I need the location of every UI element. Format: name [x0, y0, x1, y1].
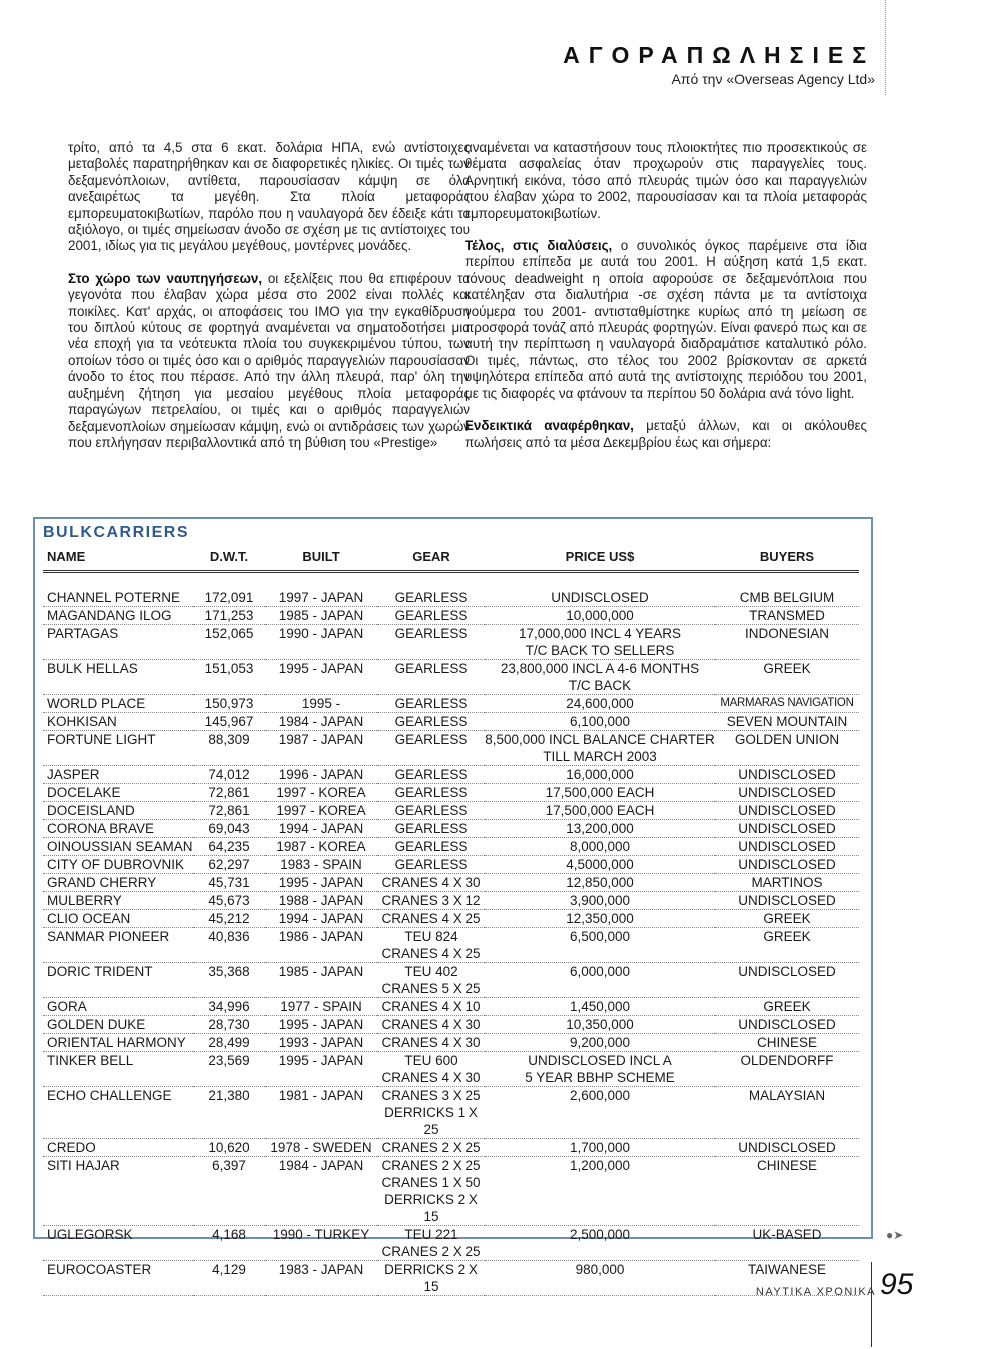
table-cell: KOHKISAN: [43, 713, 193, 731]
table-cell: 151,053: [193, 660, 265, 695]
table-row: [43, 910, 859, 928]
table-cell: UNDISCLOSED: [715, 820, 859, 838]
arrow-right-icon: ●➤: [886, 1228, 904, 1242]
magazine-name: ΝΑΥΤΙΚΑ ΧΡΟΝΙΚΑ: [755, 1286, 876, 1298]
table-cell: OINOUSSIAN SEAMAN: [43, 838, 193, 856]
table-cell: GEARLESS: [377, 766, 485, 784]
table-cell: 10,000,000: [485, 607, 715, 625]
table-row: [43, 1139, 859, 1157]
table-cell: 9,200,000: [485, 1034, 715, 1052]
table-cell: MALAYSIAN: [715, 1087, 859, 1139]
table-cell: 1995 - JAPAN: [265, 1016, 377, 1034]
table-cell: UGLEGORSK: [43, 1226, 193, 1261]
table-cell: 6,397: [193, 1157, 265, 1226]
table-cell: GREEK: [715, 910, 859, 928]
table-cell: 4,5000,000: [485, 856, 715, 874]
table-row: [43, 625, 859, 660]
table-cell: 1993 - JAPAN: [265, 1034, 377, 1052]
table-row: [43, 820, 859, 838]
table-cell: 172,091: [193, 572, 265, 607]
table-cell: TINKER BELL: [43, 1052, 193, 1087]
article-right-column: [465, 140, 867, 467]
table-cell: 145,967: [193, 713, 265, 731]
table-row: [43, 713, 859, 731]
table-cell: ECHO CHALLENGE: [43, 1087, 193, 1139]
table-cell: CHANNEL POTERNE: [43, 572, 193, 607]
table-cell: CRANES 2 X 25 CRANES 1 X 50 DERRICKS 2 X 15: [377, 1157, 485, 1226]
table-cell: GRAND CHERRY: [43, 874, 193, 892]
table-cell: CMB BELGIUM: [715, 572, 859, 607]
table-cell: GEARLESS: [377, 695, 485, 713]
column-header: GEAR: [377, 547, 485, 572]
table-cell: 1994 - JAPAN: [265, 820, 377, 838]
table-cell: 1,700,000: [485, 1139, 715, 1157]
table-cell: CORONA BRAVE: [43, 820, 193, 838]
table-cell: 2,500,000: [485, 1226, 715, 1261]
table-title: BULKCARRIERS: [43, 524, 189, 541]
table-cell: 45,673: [193, 892, 265, 910]
table-cell: 1981 - JAPAN: [265, 1087, 377, 1139]
table-cell: 1994 - JAPAN: [265, 910, 377, 928]
table-cell: 72,861: [193, 784, 265, 802]
table-cell: GEARLESS: [377, 856, 485, 874]
table-cell: 10,350,000: [485, 1016, 715, 1034]
paragraph: [465, 418, 867, 451]
table-cell: 17,500,000 EACH: [485, 802, 715, 820]
table-row: [43, 731, 859, 766]
table-cell: INDONESIAN: [715, 625, 859, 660]
table-cell: CREDO: [43, 1139, 193, 1157]
table-cell: TEU 824 CRANES 4 X 25: [377, 928, 485, 963]
table-cell: 1983 - JAPAN: [265, 1261, 377, 1296]
table-cell: 74,012: [193, 766, 265, 784]
sales-table: [43, 547, 859, 1296]
table-cell: 88,309: [193, 731, 265, 766]
table-cell: JASPER: [43, 766, 193, 784]
table-row: [43, 766, 859, 784]
table-cell: MARMARAS NAVIGATION: [715, 695, 859, 713]
table-row: [43, 1052, 859, 1087]
table-cell: 6,000,000: [485, 963, 715, 998]
table-cell: MULBERRY: [43, 892, 193, 910]
table-cell: CRANES 4 X 10: [377, 998, 485, 1016]
table-cell: UNDISCLOSED INCL A 5 YEAR BBHP SCHEME: [485, 1052, 715, 1087]
table-row: [43, 1261, 859, 1296]
table-row: [43, 998, 859, 1016]
table-body: [43, 572, 859, 1296]
table-cell: CRANES 4 X 30: [377, 1016, 485, 1034]
table-cell: GEARLESS: [377, 820, 485, 838]
table-cell: GEARLESS: [377, 784, 485, 802]
column-header: PRICE US$: [485, 547, 715, 572]
table-cell: UNDISCLOSED: [715, 802, 859, 820]
article-left-column: [68, 140, 470, 467]
table-cell: 1995 -: [265, 695, 377, 713]
table-cell: 17,000,000 INCL 4 YEARS T/C BACK TO SELLERS: [485, 625, 715, 660]
page-number: 95: [880, 1268, 914, 1301]
table-row: [43, 784, 859, 802]
table-cell: 1995 - JAPAN: [265, 660, 377, 695]
table-cell: UNDISCLOSED: [715, 1016, 859, 1034]
table-cell: UNDISCLOSED: [715, 838, 859, 856]
paragraph-text: οι εξελίξεις που θα επιφέρουν τα γεγονότα που έλαβαν χώρα μέσα στο 2002 είναι πολλές και ποικίλες. Κατ' αρχάς, οι αποφάσεις του IMO για την εγκαθίδρυση του διπλού κύτους σε φορτηγά αναμένεται να σηματοδοτήσει μια νέα εποχή για τα νεότευκτα πλοία του συγκεκριμένου τύπου, των οποίων τόσο οι τιμές όσο και ο αριθμός παραγγελιών παρουσίασαν άνοδο το έτος που πέρασε. Από την άλλη πλευρά, παρ' όλη την αυξημένη ζήτηση για μεσαίου μεγέθους πλοία μεταφοράς παραγώγων πετρελαίου, οι τιμές και ο αριθμός παραγγελιών δεξαμενοπλοίων σημείωσαν κάμψη, ενώ οι αντιδράσεις των χωρών που επλήγησαν περιβαλλοντικά από τη βύθιση του «Prestige»: [68, 270, 471, 450]
table-cell: GEARLESS: [377, 838, 485, 856]
table-cell: 16,000,000: [485, 766, 715, 784]
table-cell: 1988 - JAPAN: [265, 892, 377, 910]
paragraph: τρίτο, από τα 4,5 στα 6 εκατ. δολάρια ΗΠΑ, ενώ αντίστοιχες μεταβολές παρατηρήθηκαν και σε διαφορετικές ηλικίες. Οι τιμές των δεξαμενόπλοιων, αντίθετα, παρουσίασαν κάμψη σε όλα ανεξαιρέτως τα μεγέθη. Στα πλοία μεταφοράς εμπορευματοκιβωτίων, παρόλο που η ναυλαγορά δεν έδειξε κάτι το αξιόλογο, οι τιμές σημείωσαν άνοδο σε σχέση με τις αντίστοιχες του 2001, ιδίως για τις μεγάλου μεγέθους, μοντέρνες μονάδες.: [68, 140, 470, 254]
table-cell: ORIENTAL HARMONY: [43, 1034, 193, 1052]
table-cell: GOLDEN DUKE: [43, 1016, 193, 1034]
top-margin-rule: [885, 0, 886, 95]
table-cell: 45,731: [193, 874, 265, 892]
table-cell: GEARLESS: [377, 802, 485, 820]
table-cell: 6,100,000: [485, 713, 715, 731]
table-row: [43, 572, 859, 607]
table-row: [43, 1226, 859, 1261]
table-cell: 1996 - JAPAN: [265, 766, 377, 784]
table-cell: 171,253: [193, 607, 265, 625]
table-cell: 10,620: [193, 1139, 265, 1157]
table-cell: 1995 - JAPAN: [265, 874, 377, 892]
table-cell: DORIC TRIDENT: [43, 963, 193, 998]
table-cell: GREEK: [715, 660, 859, 695]
table-cell: DOCEISLAND: [43, 802, 193, 820]
table-row: [43, 607, 859, 625]
table-row: [43, 874, 859, 892]
table-cell: 21,380: [193, 1087, 265, 1139]
table-cell: 8,000,000: [485, 838, 715, 856]
paragraph-lead: Ενδεικτικά αναφέρθηκαν,: [465, 418, 634, 434]
table-cell: CHINESE: [715, 1157, 859, 1226]
table-row: [43, 1016, 859, 1034]
table-cell: CHINESE: [715, 1034, 859, 1052]
table-cell: 1986 - JAPAN: [265, 928, 377, 963]
table-cell: GEARLESS: [377, 713, 485, 731]
footer-rule: [871, 1262, 872, 1347]
paragraph-lead: Τέλος, στις διαλύσεις,: [465, 238, 613, 254]
table-cell: 40,836: [193, 928, 265, 963]
table-cell: 13,200,000: [485, 820, 715, 838]
table-cell: OLDENDORFF: [715, 1052, 859, 1087]
table-cell: 1990 - JAPAN: [265, 625, 377, 660]
table-row: [43, 1087, 859, 1139]
paragraph-lead: Στο χώρο των ναυπηγήσεων,: [68, 270, 263, 286]
table-cell: 3,900,000: [485, 892, 715, 910]
table-cell: 45,212: [193, 910, 265, 928]
table-cell: CLIO OCEAN: [43, 910, 193, 928]
table-cell: 28,730: [193, 1016, 265, 1034]
page-header: [563, 42, 875, 87]
paragraph-text: ο συνολικός όγκος παρέμεινε στα ίδια περίπου επίπεδα με αυτά του 2001. Η αύξηση κατά 1,5 εκατ. τόνους deadweight η οποία αφορούσε σε δεξαμενόπλοια που κατέληξαν στα διαλυτήρια -σε σχέση πάντα με τα αντίστοιχα νούμερα του 2001- αντισταθμίστηκε κυρίως από τη μείωση σε προσφορά τονάζ από πλευράς φορτηγών. Είναι φανερό πως και σε αυτή την περίπτωση η ναυλαγορά διαδραμάτισε καταλυτικό ρόλο. Οι τιμές, πάντως, στο τέλος του 2002 βρίσκονταν σε αρκετά υψηλότερα επίπεδα από αυτά της αντίστοιχης περιόδου του 2001, με τις διαφορές να φτάνουν τα περίπου 50 δολάρια ανά τόνο light.: [465, 238, 867, 401]
table-cell: 12,850,000: [485, 874, 715, 892]
table-cell: 1,200,000: [485, 1157, 715, 1226]
table-row: [43, 856, 859, 874]
table-cell: GEARLESS: [377, 607, 485, 625]
table-cell: 152,065: [193, 625, 265, 660]
table-cell: DERRICKS 2 X 15: [377, 1261, 485, 1296]
table-cell: 28,499: [193, 1034, 265, 1052]
table-cell: GORA: [43, 998, 193, 1016]
section-title: ΑΓΟΡΑΠΩΛΗΣΙΕΣ: [563, 42, 875, 68]
table-cell: 4,129: [193, 1261, 265, 1296]
table-cell: CRANES 4 X 30: [377, 1034, 485, 1052]
table-cell: 35,368: [193, 963, 265, 998]
table-cell: SANMAR PIONEER: [43, 928, 193, 963]
table-cell: FORTUNE LIGHT: [43, 731, 193, 766]
column-header: BUYERS: [715, 547, 859, 572]
section-subtitle: Από την «Overseas Agency Ltd»: [671, 71, 875, 87]
table-cell: 6,500,000: [485, 928, 715, 963]
table-cell: GEARLESS: [377, 731, 485, 766]
table-cell: UNDISCLOSED: [485, 572, 715, 607]
table-row: [43, 802, 859, 820]
column-header: BUILT: [265, 547, 377, 572]
table-cell: 1978 - SWEDEN: [265, 1139, 377, 1157]
table-cell: 1977 - SPAIN: [265, 998, 377, 1016]
table-cell: 1985 - JAPAN: [265, 963, 377, 998]
table-row: [43, 1034, 859, 1052]
table-cell: UNDISCLOSED: [715, 856, 859, 874]
table-cell: UNDISCLOSED: [715, 963, 859, 998]
table-row: [43, 695, 859, 713]
table-cell: GOLDEN UNION: [715, 731, 859, 766]
table-cell: CITY OF DUBROVNIK: [43, 856, 193, 874]
table-row: [43, 928, 859, 963]
table-cell: 1987 - KOREA: [265, 838, 377, 856]
table-cell: BULK HELLAS: [43, 660, 193, 695]
table-row: [43, 660, 859, 695]
table-cell: 24,600,000: [485, 695, 715, 713]
column-header: NAME: [43, 547, 193, 572]
table-cell: UNDISCLOSED: [715, 892, 859, 910]
table-cell: 1983 - SPAIN: [265, 856, 377, 874]
table-cell: TEU 221 CRANES 2 X 25: [377, 1226, 485, 1261]
table-cell: 1984 - JAPAN: [265, 713, 377, 731]
table-cell: 1995 - JAPAN: [265, 1052, 377, 1087]
table-cell: 72,861: [193, 802, 265, 820]
table-cell: UK-BASED: [715, 1226, 859, 1261]
table-cell: 17,500,000 EACH: [485, 784, 715, 802]
table-cell: GEARLESS: [377, 572, 485, 607]
table-cell: 34,996: [193, 998, 265, 1016]
table-cell: 1984 - JAPAN: [265, 1157, 377, 1226]
table-header-row: [43, 547, 859, 572]
table-cell: SEVEN MOUNTAIN: [715, 713, 859, 731]
column-header: D.W.T.: [193, 547, 265, 572]
paragraph: [68, 271, 470, 451]
table-cell: CRANES 3 X 25 DERRICKS 1 X 25: [377, 1087, 485, 1139]
table-cell: CRANES 3 X 12: [377, 892, 485, 910]
paragraph: αναμένεται να καταστήσουν τους πλοιοκτήτες πιο προσεκτικούς σε θέματα ασφαλείας όταν προχωρούν στις παραγγελίες τους. Αρνητική εικόνα, τόσο από πλευράς τιμών όσο και παραγγελιών που έλαβαν χώρα το 2002, παρουσίασαν και τα πλοία μεταφοράς εμπορευματοκιβωτίων.: [465, 140, 867, 221]
table-cell: TAIWANESE: [715, 1261, 859, 1296]
table-cell: PARTAGAS: [43, 625, 193, 660]
table-cell: UNDISCLOSED: [715, 1139, 859, 1157]
table-cell: TEU 600 CRANES 4 X 30: [377, 1052, 485, 1087]
table-cell: EUROCOASTER: [43, 1261, 193, 1296]
table-cell: 980,000: [485, 1261, 715, 1296]
table-row: [43, 838, 859, 856]
table-cell: 69,043: [193, 820, 265, 838]
table-row: [43, 892, 859, 910]
table-row: [43, 1157, 859, 1226]
table-cell: UNDISCLOSED: [715, 784, 859, 802]
paragraph-text: μεταξύ άλλων, και οι ακόλουθες πωλήσεις από τα μέσα Δεκεμβρίου έως και σήμερα:: [465, 418, 867, 450]
table-cell: GEARLESS: [377, 660, 485, 695]
table-cell: CRANES 4 X 30: [377, 874, 485, 892]
table-cell: 150,973: [193, 695, 265, 713]
table-cell: 1,450,000: [485, 998, 715, 1016]
table-cell: 1985 - JAPAN: [265, 607, 377, 625]
table-cell: SITI HAJAR: [43, 1157, 193, 1226]
table-cell: WORLD PLACE: [43, 695, 193, 713]
table-cell: 1997 - KOREA: [265, 802, 377, 820]
table-cell: TEU 402 CRANES 5 X 25: [377, 963, 485, 998]
table-cell: 1987 - JAPAN: [265, 731, 377, 766]
table-cell: 4,168: [193, 1226, 265, 1261]
table-cell: 8,500,000 INCL BALANCE CHARTER TILL MARCH 2003: [485, 732, 715, 764]
table-row: [43, 963, 859, 998]
table-cell: 64,235: [193, 838, 265, 856]
table-cell: GREEK: [715, 998, 859, 1016]
table-cell: MARTINOS: [715, 874, 859, 892]
table-cell: 1997 - KOREA: [265, 784, 377, 802]
table-cell: CRANES 4 X 25: [377, 910, 485, 928]
table-cell: CRANES 2 X 25: [377, 1139, 485, 1157]
table-cell: GEARLESS: [377, 625, 485, 660]
table-cell: UNDISCLOSED: [715, 766, 859, 784]
table-cell: 1990 - TURKEY: [265, 1226, 377, 1261]
table-cell: 23,569: [193, 1052, 265, 1087]
table-cell: 2,600,000: [485, 1087, 715, 1139]
table-cell: TRANSMED: [715, 607, 859, 625]
table-cell: 1997 - JAPAN: [265, 572, 377, 607]
table-cell: 23,800,000 INCL A 4-6 MONTHS T/C BACK: [485, 660, 715, 695]
paragraph: [465, 238, 867, 402]
table-cell: GREEK: [715, 928, 859, 963]
table-cell: 12,350,000: [485, 910, 715, 928]
table-cell: MAGANDANG ILOG: [43, 607, 193, 625]
table-cell: DOCELAKE: [43, 784, 193, 802]
table-cell: 62,297: [193, 856, 265, 874]
